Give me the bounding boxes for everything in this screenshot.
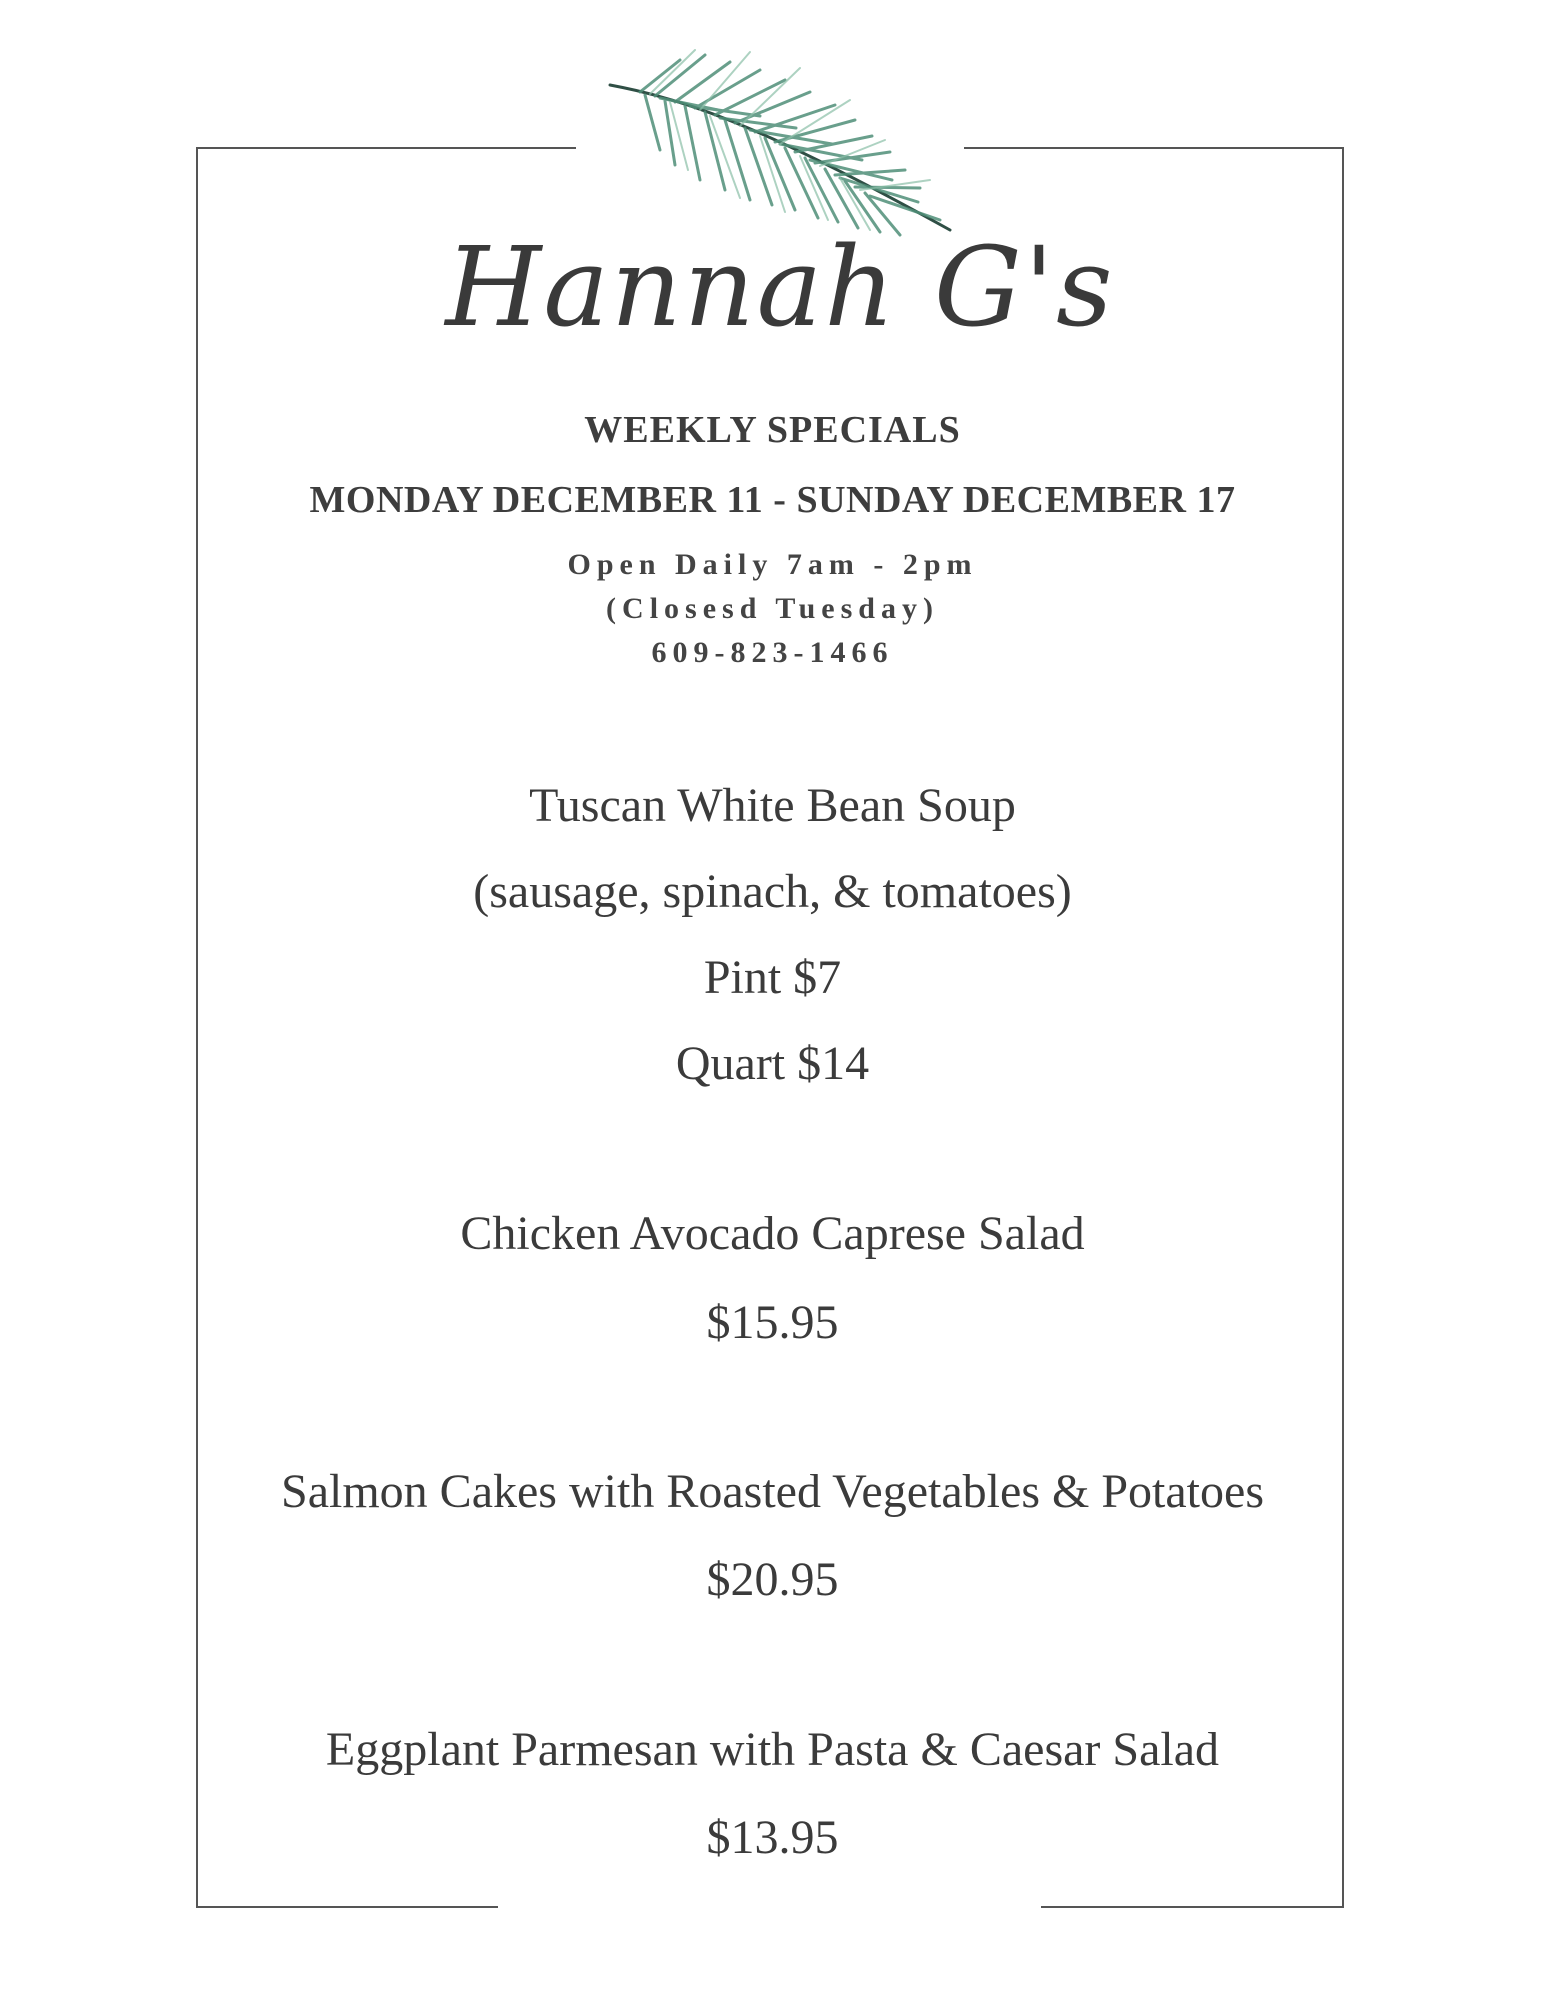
frame-bottom-left-line xyxy=(196,1906,498,1908)
special-price: $20.95 xyxy=(706,1553,839,1606)
special-price: $13.95 xyxy=(706,1811,839,1864)
weekly-specials-heading: WEEKLY SPECIALS xyxy=(584,409,961,451)
special-name: Eggplant Parmesan with Pasta & Caesar Salad xyxy=(325,1723,1220,1776)
special-name: Salmon Cakes with Roasted Vegetables & Potatoes xyxy=(281,1465,1264,1518)
frame-top-left-line xyxy=(196,147,576,149)
restaurant-logo xyxy=(445,210,1115,410)
special-name: Chicken Avocado Caprese Salad xyxy=(460,1207,1085,1260)
special-price: Pint $7 xyxy=(703,951,842,1004)
phone-number: 609-823-1466 xyxy=(651,636,894,669)
opening-hours: Open Daily 7am - 2pm xyxy=(567,548,978,581)
special-price: $15.95 xyxy=(706,1296,839,1349)
special-description: (sausage, spinach, & tomatoes) xyxy=(473,865,1072,918)
special-name: Tuscan White Bean Soup xyxy=(529,779,1016,832)
svg-text:Hannah G's: Hannah G's xyxy=(445,223,1115,351)
closed-day-note: (Closesd Tuesday) xyxy=(606,592,939,625)
date-range: MONDAY DECEMBER 11 - SUNDAY DECEMBER 17 xyxy=(309,479,1236,521)
frame-bottom-right-line xyxy=(1041,1906,1344,1908)
frame-top-right-line xyxy=(964,147,1344,149)
special-price: Quart $14 xyxy=(675,1037,870,1090)
